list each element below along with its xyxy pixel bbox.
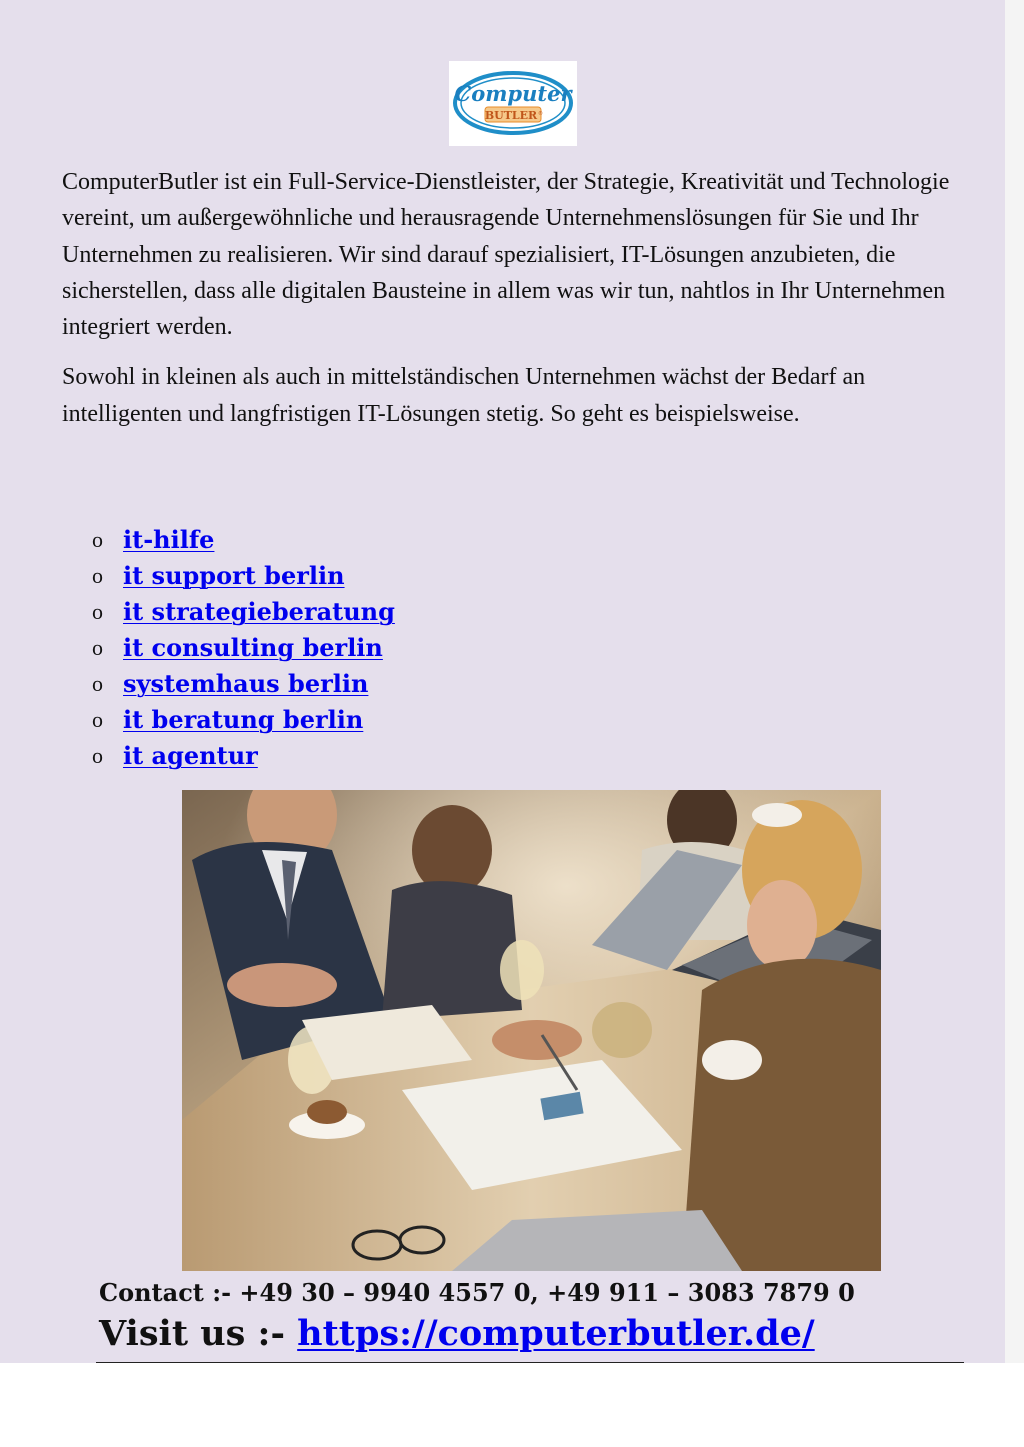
- team-meeting-photo: [182, 790, 881, 1271]
- computer-butler-logo[interactable]: [449, 61, 577, 146]
- visit-line: [99, 1311, 979, 1357]
- bullet-icon: o: [92, 671, 103, 696]
- link-it-support-berlin[interactable]: it support berlin: [123, 561, 345, 590]
- bullet-icon: o: [92, 743, 103, 768]
- bullet-icon: o: [92, 599, 103, 624]
- logo-wordmark-butler: BUTLER: [484, 109, 538, 122]
- logo-registered-mark: ®: [538, 111, 543, 117]
- list-item: [92, 594, 395, 630]
- service-links-list: [92, 522, 395, 774]
- list-item: [92, 666, 395, 702]
- link-it-hilfe[interactable]: it-hilfe: [123, 525, 215, 554]
- intro-paragraph: ComputerButler ist ein Full-Service-Dienstleister, der Strategie, Kreativität und Technologie vereint, um außergewöhnliche und herausragende Unternehmenslösungen für Sie und Ihr Unternehmen zu realisieren. Wir sind darauf spezialisiert, IT-Lösungen anzubieten, die sicherstellen, dass alle digitalen Bausteine in allem was wir tun, nahtlos in Ihr Unternehmen integriert werden.: [62, 169, 950, 341]
- link-it-strategieberatung[interactable]: it strategieberatung: [123, 597, 395, 626]
- bullet-icon: o: [92, 707, 103, 732]
- list-item: [92, 702, 395, 738]
- contact-line: Contact :- +49 30 – 9940 4557 0, +49 911 – 3083 7879 0: [99, 1278, 855, 1307]
- link-it-agentur[interactable]: it agentur: [123, 741, 258, 770]
- link-systemhaus-berlin[interactable]: systemhaus berlin: [123, 669, 369, 698]
- bullet-icon: o: [92, 635, 103, 660]
- link-it-consulting-berlin[interactable]: it consulting berlin: [123, 633, 383, 662]
- list-item: [92, 630, 395, 666]
- logo-graphic: [449, 61, 577, 146]
- list-item: [92, 558, 395, 594]
- website-link[interactable]: https://computerbutler.de/: [297, 1313, 815, 1354]
- list-item: [92, 738, 395, 774]
- link-it-beratung-berlin[interactable]: it beratung berlin: [123, 705, 364, 734]
- list-item: [92, 522, 395, 558]
- bullet-icon: o: [92, 527, 103, 552]
- footer-divider: [96, 1362, 964, 1363]
- needs-paragraph: Sowohl in kleinen als auch in mittelständischen Unternehmen wächst der Bedarf an intelligenten und langfristigen IT-Lösungen stetig. So geht es beispielsweise.: [62, 364, 866, 427]
- bullet-icon: o: [92, 563, 103, 588]
- visit-label: Visit us :-: [99, 1313, 298, 1354]
- intro-text: [62, 164, 977, 432]
- logo-wordmark-computer: Computer: [454, 81, 572, 106]
- page-margin-strip: [1005, 0, 1024, 1363]
